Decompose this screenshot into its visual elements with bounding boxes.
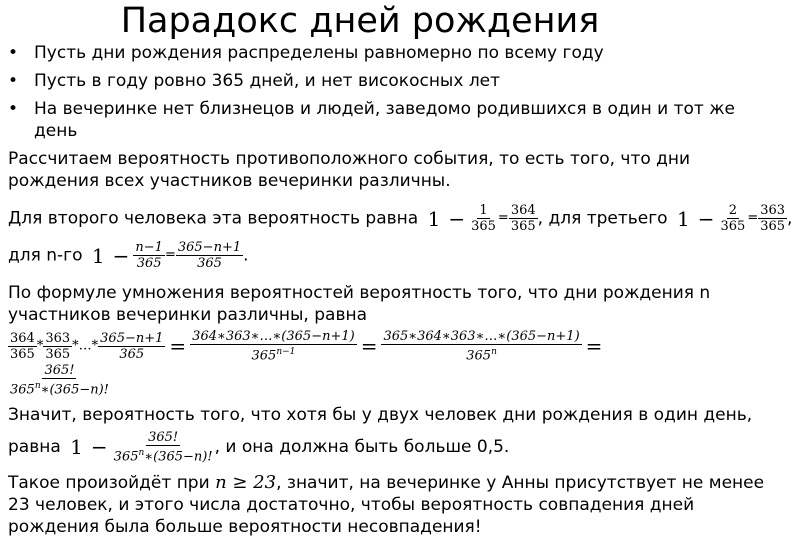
nth-person-line: [8, 240, 249, 271]
num: n−1: [135, 240, 163, 255]
factorial-formula: [8, 363, 111, 397]
den: [112, 446, 215, 464]
one: 1: [91, 243, 105, 268]
fraction-factorial: [8, 363, 111, 397]
num: 363: [45, 330, 71, 346]
eq: =: [585, 334, 603, 359]
para4-prefix: Такое произойдёт при: [8, 473, 210, 493]
para4-line2: 23 человек, и этого числа достаточно, чтобы вероятность совпадения дней: [8, 495, 695, 515]
den: 365: [10, 346, 35, 362]
den-tail: ∗(365−n)!: [144, 449, 213, 465]
bullet-3: На вечеринке нет близнецов и людей, заведомо родившихся в один и тот же: [34, 99, 736, 119]
para3-suffix: , и она должна быть больше 0,5.: [214, 437, 510, 458]
den-base: 365: [251, 348, 277, 364]
fraction-factorial: [112, 430, 215, 464]
para4-condition: n ≥ 23: [215, 472, 277, 493]
fraction-product-n: [381, 329, 581, 363]
second-person-line: [8, 203, 792, 234]
den: 365: [45, 346, 71, 362]
bullet-glyph: •: [8, 71, 19, 91]
fraction-363-365: [43, 331, 72, 362]
dot: .: [243, 245, 249, 266]
fraction-365-n-1-365: [176, 240, 243, 271]
minus: −: [112, 243, 130, 268]
den: 365: [720, 219, 746, 234]
den-base: 365: [10, 382, 35, 398]
second-person-text: Для второго человека эта вероятность равна: [8, 208, 419, 229]
num: 1: [479, 203, 488, 218]
para2-line2: участников вечеринки различны, равна: [8, 305, 367, 325]
eq: =: [169, 334, 187, 359]
bullet-2: Пусть в году ровно 365 дней, и нет високосных лет: [34, 71, 501, 91]
den-tail: ∗(365−n)!: [40, 382, 109, 398]
den: [464, 345, 499, 363]
eq: =: [360, 334, 378, 359]
fraction-n-1-365: [133, 240, 165, 271]
fraction-1-365: [469, 203, 498, 234]
fraction-363-365: [758, 203, 787, 234]
fraction-2-365: [718, 203, 747, 234]
num: 364: [510, 203, 536, 218]
fraction-364-365: [509, 203, 538, 234]
den: 365: [136, 256, 162, 271]
num: 365!: [44, 363, 75, 378]
num: 365!: [148, 430, 179, 445]
fraction-364-365: [8, 331, 37, 362]
one: 1: [676, 206, 690, 231]
num: 363: [760, 203, 786, 218]
num: 365−n+1: [100, 330, 164, 346]
fraction-product-n-1: [190, 329, 357, 363]
para4-line3: рождения была больше вероятности несовпадения!: [8, 517, 482, 537]
eq: =: [747, 210, 759, 226]
ellipsis-times: *…*: [72, 338, 99, 354]
num: 2: [728, 203, 738, 218]
third-person-text: , для третьего: [537, 208, 668, 229]
den: [249, 345, 297, 363]
bullet-3-cont: день: [34, 121, 78, 141]
den-exp: n: [138, 448, 145, 458]
den-exp: n−1: [276, 347, 296, 357]
one: 1: [70, 435, 83, 460]
nth-person-text: для n-го: [8, 245, 83, 266]
para4-suffix: , значит, на вечеринке у Анны присутствует не менее: [276, 473, 765, 493]
para4-line1: [8, 472, 764, 494]
para3-prefix: равна: [8, 437, 61, 458]
num: 364∗363∗…∗(365−n+1): [192, 329, 355, 344]
eq: =: [497, 210, 509, 226]
den-exp: n: [34, 381, 41, 391]
minus: −: [448, 206, 466, 231]
comma: ,: [787, 208, 792, 229]
den-base: 365: [113, 449, 139, 465]
den: 365: [119, 346, 145, 362]
den: 365: [471, 219, 496, 234]
para1-line1: Рассчитаем вероятность противоположного события, то есть того, что дни: [8, 149, 691, 169]
para1-line2: рождения всех участников вечеринки различны.: [8, 171, 451, 191]
den: 365: [760, 219, 786, 234]
num: 365∗364∗363∗…∗(365−n+1): [383, 329, 580, 344]
num: 365−n+1: [177, 240, 242, 255]
den: 365: [510, 219, 536, 234]
one: 1: [427, 206, 441, 231]
bullet-1: Пусть дни рождения распределены равномерно по всему году: [34, 43, 604, 63]
para2-line1: По формуле умножения вероятностей вероятность того, что дни рождения n: [8, 283, 711, 303]
den: 365: [197, 256, 222, 271]
bullet-glyph: •: [8, 43, 19, 63]
fraction-last-factor: [98, 331, 165, 362]
num: 364: [10, 330, 35, 346]
minus: −: [697, 206, 715, 231]
bullet-glyph: •: [8, 99, 19, 119]
den-base: 365: [466, 348, 492, 364]
times: *: [36, 338, 44, 354]
slide-title: Парадокс дней рождения: [120, 1, 600, 41]
para3-line1: Значит, вероятность того, что хотя бы у двух человек дни рождения в один день,: [8, 405, 753, 425]
den-exp: n: [491, 347, 497, 357]
eq: =: [164, 247, 176, 263]
product-formula: [8, 329, 606, 363]
minus: −: [90, 435, 108, 460]
para3-line2: [8, 430, 509, 464]
den: [8, 379, 111, 397]
